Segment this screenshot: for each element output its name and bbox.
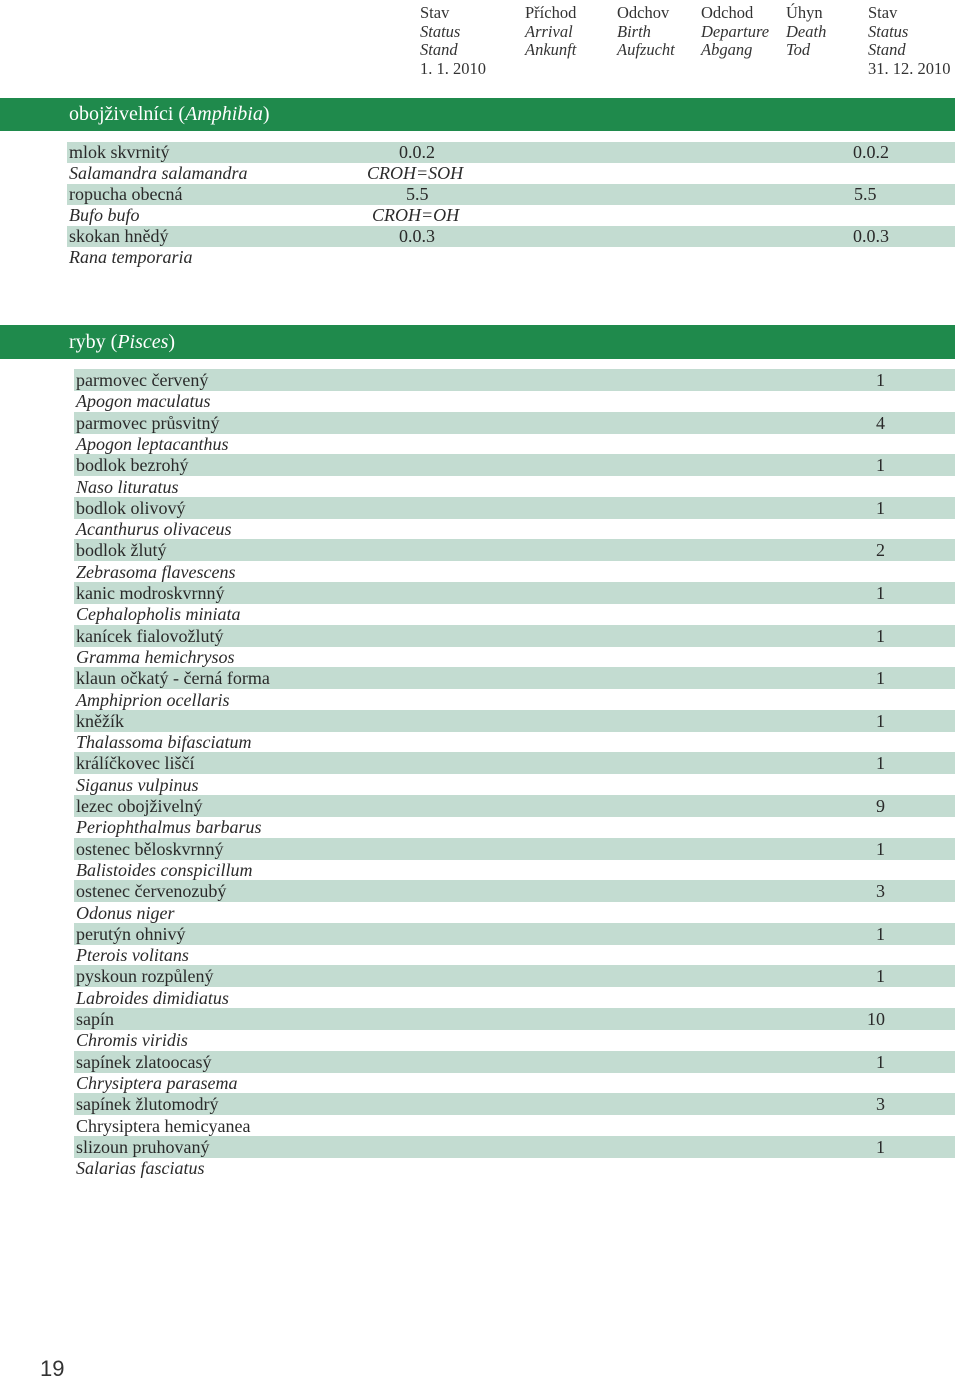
table-row [74,646,955,668]
latin-name: Balistoides conspicillum [76,860,253,880]
header-line: Stav [420,3,450,22]
latin-name: Bufo bufo [69,205,140,225]
latin-name: Salarias fasciatus [76,1158,205,1178]
table-row [74,689,955,711]
table-row [74,433,955,455]
table-row [74,625,955,647]
table-row [74,518,955,540]
header-line: Aufzucht [617,40,675,59]
latin-name: Amphiprion ocellaris [76,690,230,710]
czech-name: bodlok olivový [76,498,186,518]
latin-name: Siganus vulpinus [76,775,199,795]
section-header-amphibia [0,98,955,131]
table-row [74,1072,955,1094]
table-row [74,476,955,498]
czech-name: sapínek žlutomodrý [76,1094,219,1114]
status-end-value: 5.5 [854,184,877,204]
section-title-end: ) [262,103,270,125]
table-row [74,1115,955,1137]
header-line: Birth [617,21,651,41]
header-line: Status [868,21,909,41]
table-row [74,923,955,945]
table-row [74,880,955,902]
status-end-value: 9 [876,796,885,816]
latin-name: Zebrasoma flavescens [76,562,236,582]
header-line: Ankunft [525,40,577,59]
czech-name: kanic modroskvrnný [76,583,225,603]
table-row [74,667,955,689]
czech-name: klaun očkatý - černá forma [76,668,270,688]
header-line: Stav [868,3,898,22]
latin-name: Chromis viridis [76,1030,188,1050]
table-row [67,184,955,205]
table-row [74,561,955,583]
czech-name: králíčkovec liščí [76,753,195,773]
table-row [74,902,955,924]
status-end-value: 4 [876,413,885,433]
table-row [74,774,955,796]
czech-name: parmovec červený [76,370,209,390]
table-row [74,859,955,881]
czech-name: sapín [76,1009,114,1029]
status-end-value: 1 [876,753,885,773]
czech-name: ostenec běloskvrnný [76,839,224,859]
header-line: Tod [786,40,811,59]
status-end-value: 1 [876,370,885,390]
table-row [74,1157,955,1179]
status-end-value: 1 [876,924,885,944]
czech-name: pyskoun rozpůlený [76,966,214,986]
latin-name: Gramma hemichrysos [76,647,235,667]
czech-name: ostenec červenozubý [76,881,227,901]
status-end-value: 1 [876,626,885,646]
table-row [74,539,955,561]
table-row [74,582,955,604]
czech-name: sapínek zlatoocasý [76,1052,212,1072]
status-end-value: 1 [876,583,885,603]
czech-name: skokan hnědý [69,226,169,246]
header-line: Arrival [525,21,573,41]
table-row [74,1136,955,1158]
czech-name: parmovec průsvitný [76,413,220,433]
column-header-birth [617,4,675,60]
status-end-value: 3 [876,881,885,901]
header-line: Departure [701,21,770,41]
header-line: 31. 12. 2010 [868,58,951,78]
status-end-value: 1 [876,668,885,688]
table-row [74,1008,955,1030]
table-row [74,838,955,860]
header-line: Death [786,21,827,41]
czech-name: perutýn ohnivý [76,924,186,944]
page-number: 19 [40,1356,65,1381]
status-end-value: 1 [876,839,885,859]
header-line: Odchov [617,3,670,22]
czech-name: mlok skvrnitý [69,142,170,162]
column-header-death [786,4,826,60]
table-row [74,1051,955,1073]
section-header-pisces [0,325,955,359]
status-end-value: 1 [876,1052,885,1072]
header-line: 1. 1. 2010 [420,58,486,78]
status-end-value: 0.0.2 [853,142,889,162]
status-end-value: 3 [876,1094,885,1114]
status-end-value: 10 [867,1009,885,1029]
column-header-status-start [420,4,486,78]
status-start-value: 0.0.3 [399,226,435,246]
czech-name: bodlok žlutý [76,540,167,560]
latin-name: Acanthurus olivaceus [76,519,232,539]
status-start-value: 0.0.2 [399,142,435,162]
table-row [74,987,955,1009]
table-row [67,247,955,268]
czech-name: lezec obojživelný [76,796,203,816]
status-end-value: 1 [876,711,885,731]
czech-name: ropucha obecná [69,184,183,204]
section-title-latin: Amphibia [185,103,263,125]
header-line: Odchod [701,3,754,22]
row-note: CROH=OH [372,205,460,225]
table-row [74,752,955,774]
header-line: Stand [868,40,906,59]
status-end-value: 1 [876,455,885,475]
latin-name: Rana temporaria [69,247,193,267]
latin-name: Salamandra salamandra [69,163,248,183]
table-row [74,412,955,434]
row-note: CROH=SOH [367,163,464,183]
latin-name: Thalassoma bifasciatum [76,732,252,752]
latin-name: Odonus niger [76,903,175,923]
table-row [74,497,955,519]
column-header-arrival [525,4,576,60]
column-header-departure [701,4,769,60]
czech-name: kněžík [76,711,124,731]
table-row [74,603,955,625]
table-row [74,965,955,987]
status-end-value: 1 [876,498,885,518]
czech-name: kanícek fialovožlutý [76,626,224,646]
section-title-latin: Pisces [117,331,169,353]
table-row [74,390,955,412]
table-row [74,454,955,476]
latin-name: Apogon leptacanthus [76,434,229,454]
latin-name: Labroides dimidiatus [76,988,229,1008]
table-row [74,795,955,817]
table-row [74,944,955,966]
table-row [67,205,955,226]
table-row [67,163,955,184]
table-row [67,142,955,163]
latin-name: Chrysiptera parasema [76,1073,238,1093]
section-title-end: ) [168,331,176,353]
header-line: Stand [420,40,458,59]
czech-name: bodlok bezrohý [76,455,189,475]
table-row [74,816,955,838]
table-row [74,710,955,732]
header-line: Úhyn [786,3,823,22]
column-header-status-end [868,4,951,78]
czech-name: slizoun pruhovaný [76,1137,210,1157]
latin-name: Apogon maculatus [76,391,211,411]
section-title: obojživelníci ( [69,103,186,125]
latin-name: Pterois volitans [76,945,189,965]
latin-name: Cephalopholis miniata [76,604,241,624]
latin-name: Chrysiptera hemicyanea [76,1116,251,1136]
latin-name: Naso lituratus [76,477,179,497]
status-start-value: 5.5 [406,184,429,204]
table-row [74,1029,955,1051]
status-end-value: 1 [876,966,885,986]
header-line: Příchod [525,3,577,22]
status-end-value: 1 [876,1137,885,1157]
latin-name: Periophthalmus barbarus [76,817,262,837]
table-row [74,1093,955,1115]
table-row [67,226,955,247]
section-title: ryby ( [69,331,118,353]
header-line: Abgang [701,40,753,59]
table-row [74,731,955,753]
table-row [74,369,955,391]
status-end-value: 2 [876,540,885,560]
header-line: Status [420,21,461,41]
status-end-value: 0.0.3 [853,226,889,246]
